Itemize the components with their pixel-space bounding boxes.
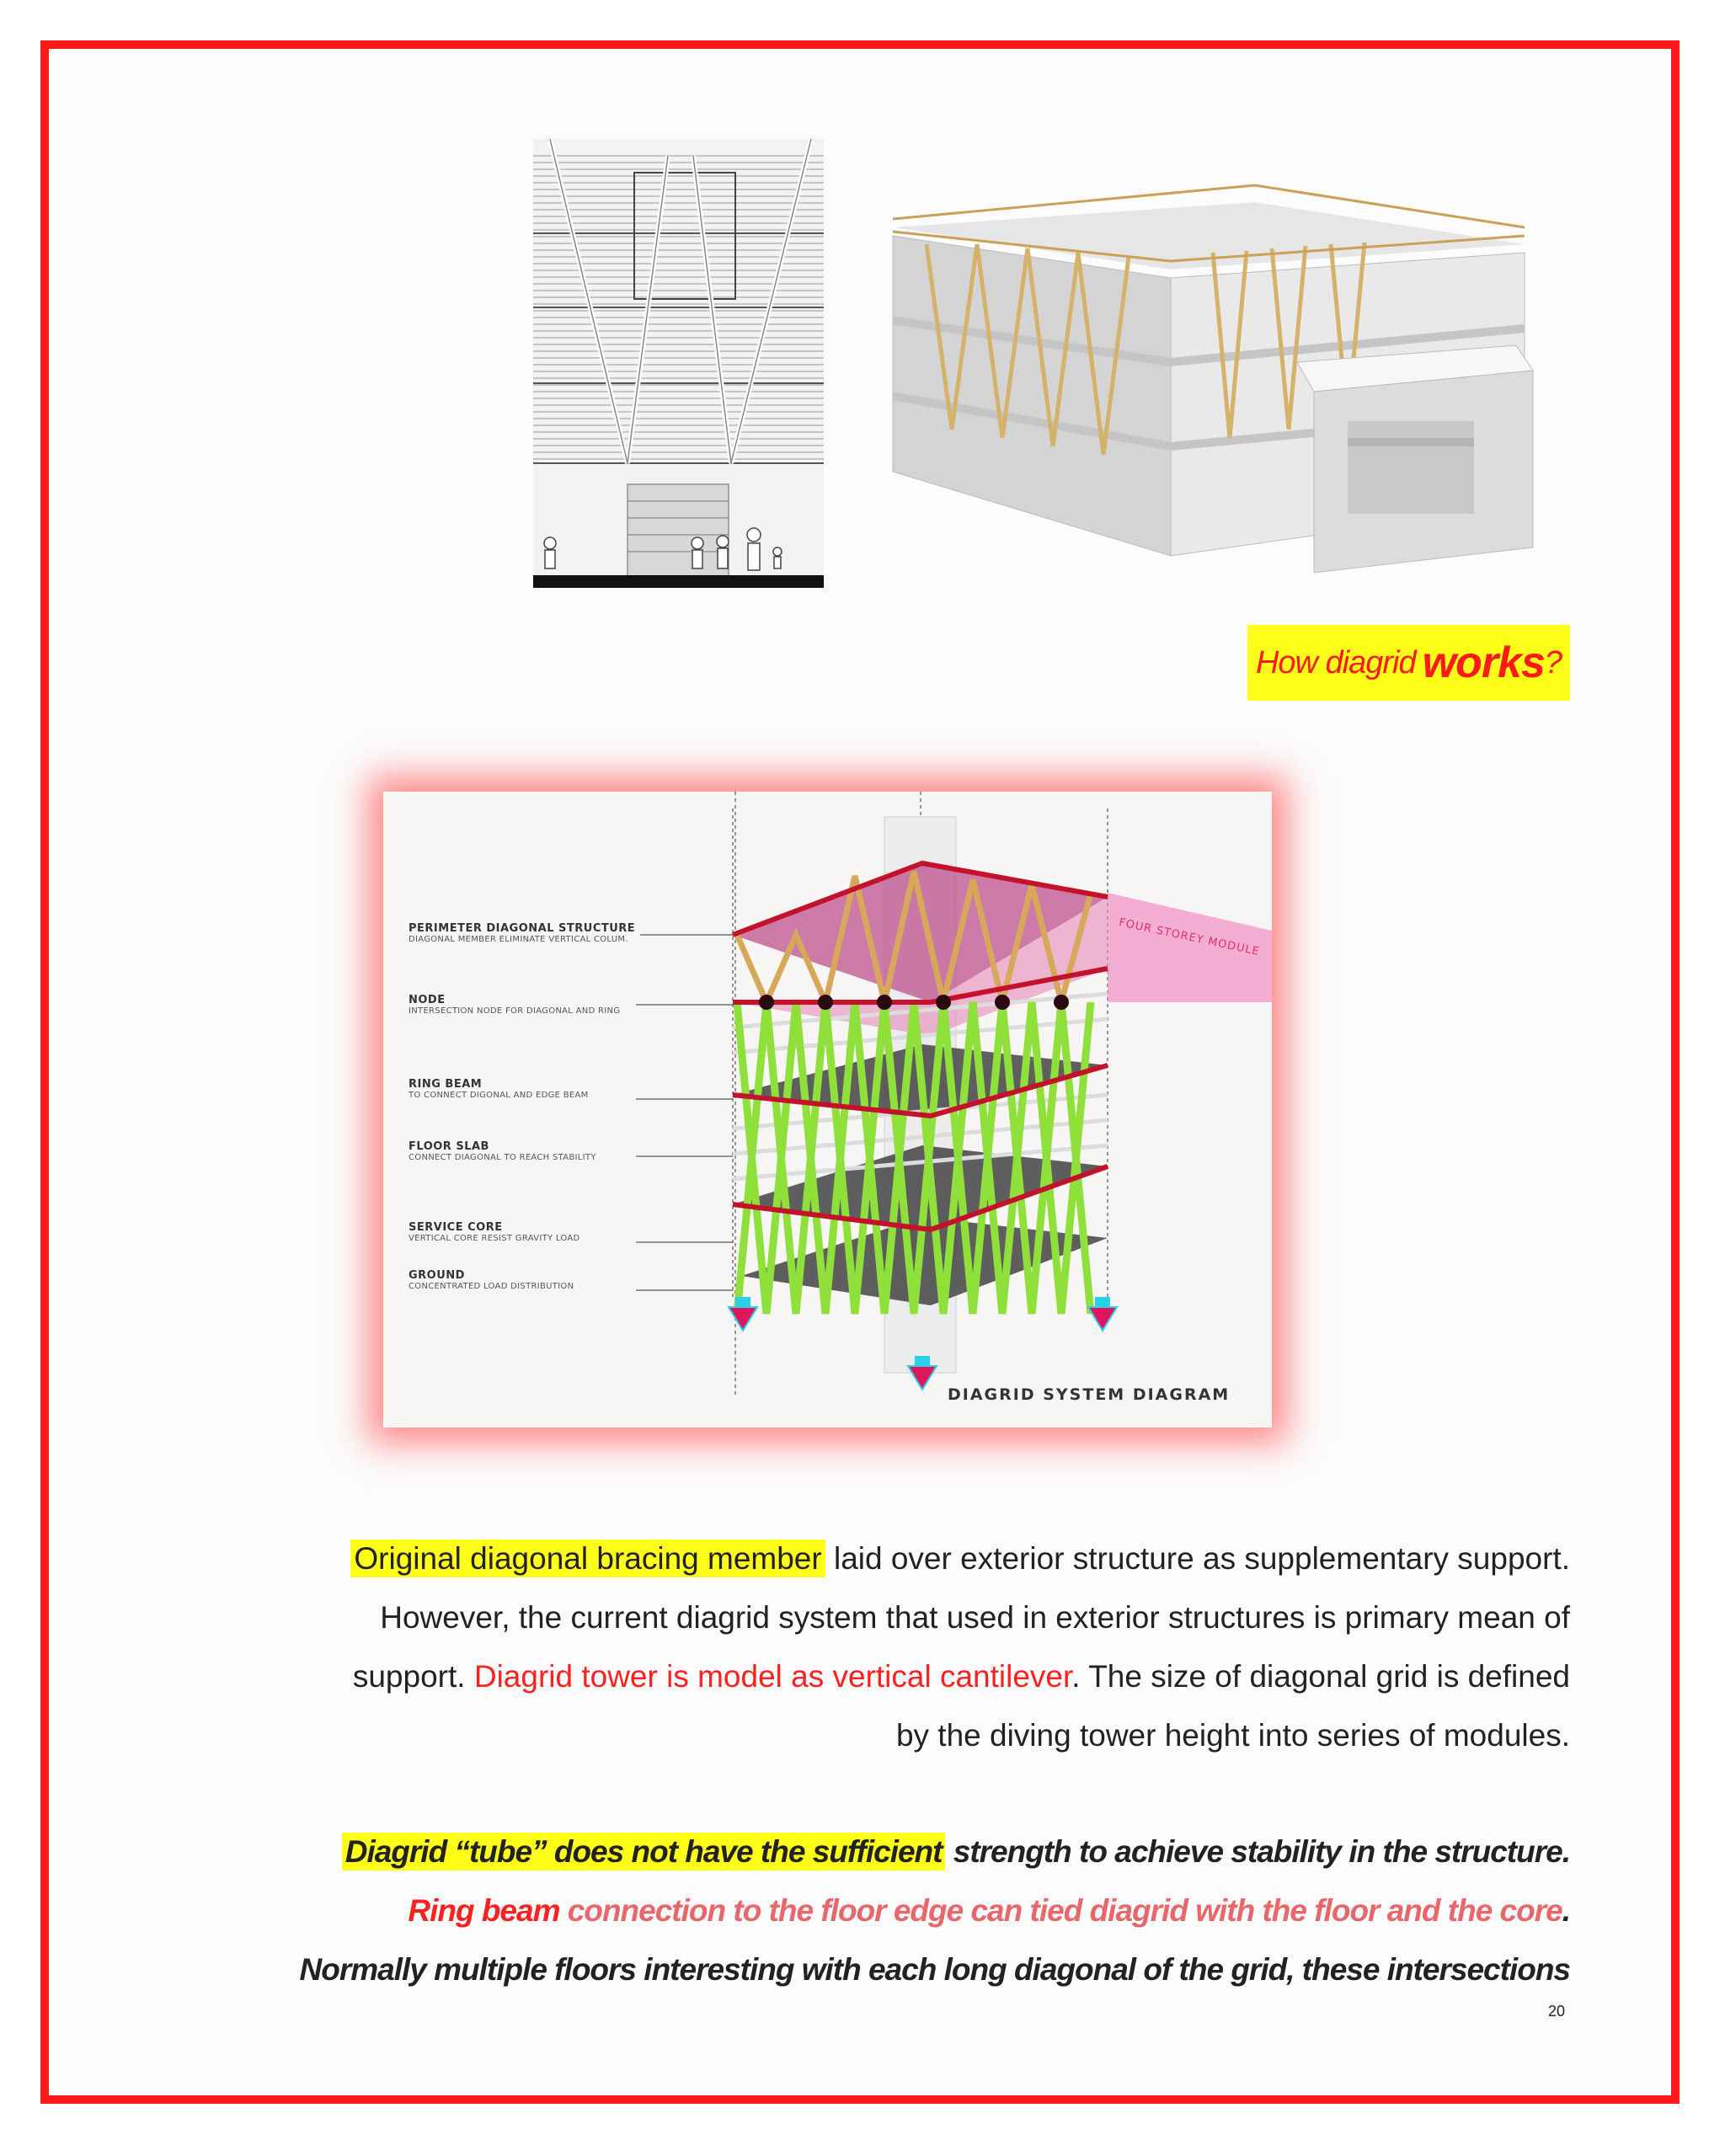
label-subtitle: CONCENTRATED LOAD DISTRIBUTION xyxy=(409,1282,574,1291)
heading-text: How diagrid xyxy=(1255,644,1416,680)
label-subtitle: CONNECT DIAGONAL TO REACH STABILITY xyxy=(409,1153,596,1162)
diagram-title: DIAGRID SYSTEM DIAGRAM xyxy=(948,1385,1231,1404)
four-storey-module-label: FOUR STOREY MODULE xyxy=(1117,916,1261,959)
para1-line1 xyxy=(350,1541,1570,1577)
para2-line2 xyxy=(408,1893,1570,1929)
text-span: support. xyxy=(352,1659,474,1694)
label-title: FLOOR SLAB xyxy=(409,1140,489,1153)
para2-line3: Normally multiple floors interesting with each long diagonal of the grid, these intersections xyxy=(299,1952,1570,1987)
label-subtitle: VERTICAL CORE RESIST GRAVITY LOAD xyxy=(409,1234,580,1243)
label-subtitle: DIAGONAL MEMBER ELIMINATE VERTICAL COLUM. xyxy=(409,935,628,944)
heading-emphasis: works xyxy=(1422,638,1545,687)
highlight-text: Original diagonal bracing member xyxy=(350,1540,825,1577)
elevation-drawing xyxy=(533,139,824,588)
text-span: . The size of diagonal grid is defined xyxy=(1071,1659,1570,1694)
red-text: Ring beam xyxy=(408,1893,560,1928)
label-subtitle: TO CONNECT DIGONAL AND EDGE BEAM xyxy=(409,1091,589,1100)
para1-line4: by the diving tower height into series of modules. xyxy=(895,1718,1570,1753)
label-node xyxy=(409,994,620,1016)
highlight-text: Diagrid “tube” does not have the sufficient xyxy=(342,1833,946,1870)
label-title: GROUND xyxy=(409,1269,465,1282)
light-red-text: connection to the floor edge can tied diagrid with the floor and the core xyxy=(559,1893,1562,1928)
label-ground xyxy=(409,1269,574,1291)
label-floor-slab xyxy=(409,1140,596,1162)
label-service-core xyxy=(409,1221,580,1243)
label-ring-beam xyxy=(409,1078,589,1100)
axonometric-model-image xyxy=(876,152,1541,590)
label-title: PERIMETER DIAGONAL STRUCTURE xyxy=(409,922,636,935)
heading-suffix: ? xyxy=(1544,644,1562,680)
text-span: laid over exterior structure as supplementary support. xyxy=(825,1541,1570,1576)
label-perimeter-diagonal xyxy=(409,922,635,944)
label-title: RING BEAM xyxy=(409,1078,483,1091)
diagrid-system-diagram xyxy=(383,792,1272,1428)
label-title: SERVICE CORE xyxy=(409,1221,503,1234)
para2-line1 xyxy=(342,1834,1570,1870)
label-title: NODE xyxy=(409,994,446,1006)
text-span: strength to achieve stability in the structure. xyxy=(945,1834,1570,1869)
para1-line3 xyxy=(353,1659,1570,1694)
text-span: . xyxy=(1562,1893,1570,1928)
label-subtitle: INTERSECTION NODE FOR DIAGONAL AND RING xyxy=(409,1006,621,1016)
page-number: 20 xyxy=(1548,2003,1566,2020)
red-text: Diagrid tower is model as vertical cantilever xyxy=(473,1659,1072,1694)
section-heading xyxy=(1247,625,1570,701)
para1-line2: However, the current diagrid system that used in exterior structures is primary mean of xyxy=(380,1600,1570,1635)
